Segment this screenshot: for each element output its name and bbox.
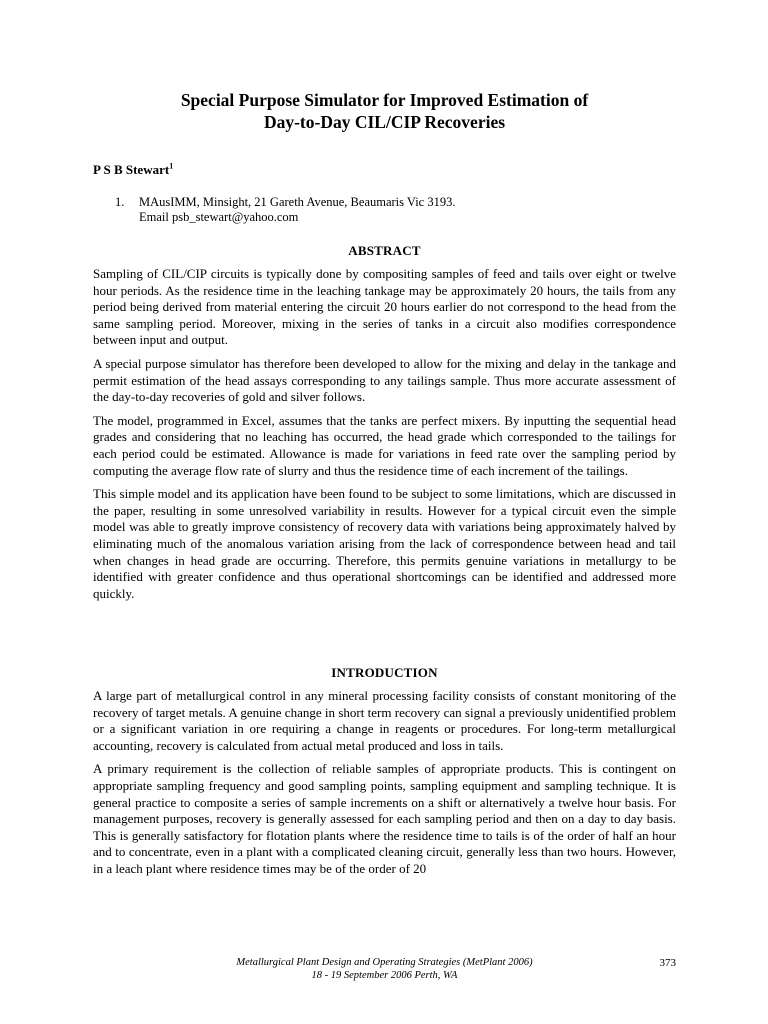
abstract-heading: ABSTRACT bbox=[348, 243, 421, 258]
author-name-text: P S B Stewart bbox=[93, 162, 170, 177]
page-number: 373 bbox=[659, 957, 676, 969]
affiliation-email: Email psb_stewart@yahoo.com bbox=[139, 210, 299, 224]
affiliation-line-1: MAusIMM, Minsight, 21 Gareth Avenue, Beaumaris Vic 3193. bbox=[139, 195, 456, 209]
affiliation-number: 1. bbox=[115, 195, 125, 209]
abstract-paragraph: Sampling of CIL/CIP circuits is typically done by compositing samples of feed and tails over eight or twelve hour periods. As the residence time in the leaching tankage may be approximately 20 hours, the tails from any period being derived from material entering the circuit 20 hours earlier do not correspond to the head from the same sampling period. Moreover, mixing in the series of tanks in a circuit also modifies correspondence between input and output. bbox=[93, 266, 676, 348]
introduction-body bbox=[93, 688, 676, 885]
title-line-1: Special Purpose Simulator for Improved Estimation of bbox=[180, 90, 589, 110]
abstract-paragraph: This simple model and its application have been found to be subject to some limitations, which are discussed in the paper, resulting in some unresolved variability in results. However for a typical circuit even the simple model was able to greatly improve consistency of recovery data with variations being approximately halved by eliminating much of the anomalous variation arising from the lack of correspondence between head and tail when changes in head grade are occurring. Therefore, this permits genuine variations in metallurgy to be identified with greater confidence and thus operational shortcomings can be identified and addressed more quickly. bbox=[93, 486, 676, 601]
author-superscript: 1 bbox=[169, 161, 174, 171]
introduction-paragraph: A primary requirement is the collection of reliable samples of appropriate products. This is contingent on appropriate sampling frequency and good sampling points, sampling equipment and sampling technique. It is general practice to composite a series of sample increments on a shift or alternatively a twelve hour basis. For management purposes, recovery is generally assessed for each sampling period and then on a day to day basis. This is generally satisfactory for flotation plants where the residence time to tails is of the order of half an hour and to concentrate, even in a plant with a complicated cleaning circuit, generally less than two hours. However, in a leach plant where residence times may be of the order of 20 bbox=[93, 761, 676, 876]
author-name bbox=[93, 162, 173, 178]
abstract-paragraph: The model, programmed in Excel, assumes that the tanks are perfect mixers. By inputting the sequential head grades and considering that no leaching has occurred, the head grade which corresponded to the tailings for each period could be estimated. Allowance is made for variations in feed rate over the sampling period by computing the average flow rate of slurry and thus the residence time of each increment of the tailings. bbox=[93, 412, 676, 478]
introduction-paragraph: A large part of metallurgical control in any mineral processing facility consists of constant monitoring of the recovery of target metals. A genuine change in short term recovery can signal a previously unidentified problem or a significant variation in ore requiring a change in reagents or procedures. For long-term metallurgical accounting, recovery is calculated from actual metal produced and loss in tails. bbox=[93, 688, 676, 753]
abstract-body bbox=[93, 266, 676, 609]
paper-title bbox=[93, 89, 676, 133]
affiliation bbox=[115, 195, 455, 225]
abstract-paragraph: A special purpose simulator has therefore been developed to allow for the mixing and delay in the tankage and permit estimation of the head assays corresponding to any tailings sample. Thus more accurate assessment of the day-to-day recoveries of gold and silver follows. bbox=[93, 355, 676, 405]
introduction-heading: INTRODUCTION bbox=[331, 665, 438, 680]
title-line-2: Day-to-Day CIL/CIP Recoveries bbox=[263, 112, 506, 132]
footer-date-location: 18 - 19 September 2006 Perth, WA bbox=[311, 969, 458, 981]
page-footer bbox=[93, 957, 676, 982]
footer-conference: Metallurgical Plant Design and Operating Strategies (MetPlant 2006) bbox=[236, 957, 533, 968]
